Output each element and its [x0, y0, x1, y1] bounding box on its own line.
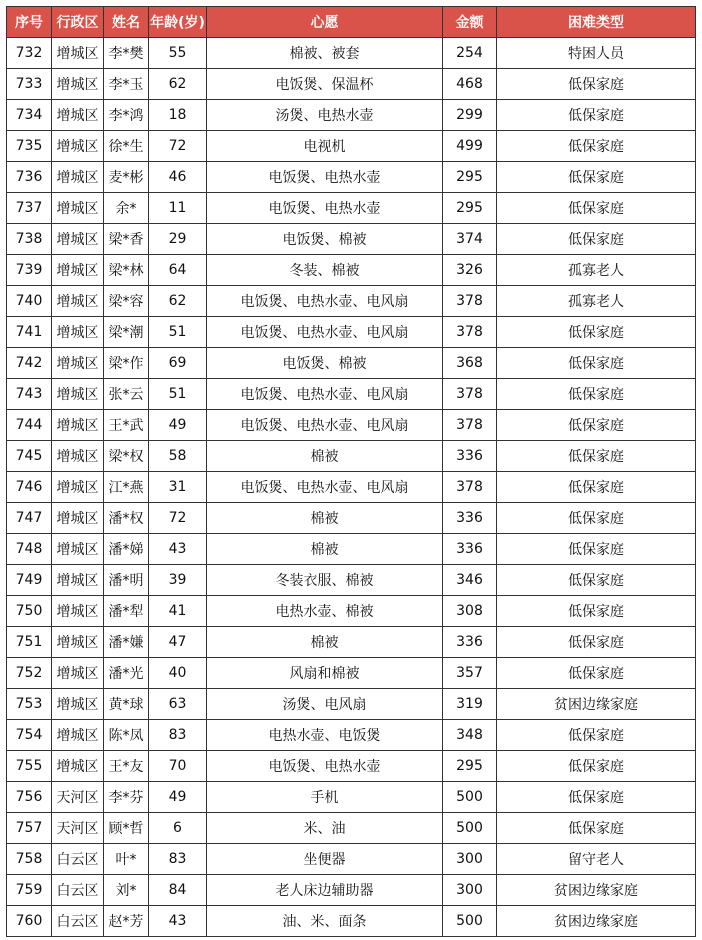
cell-district: 增城区 [52, 441, 104, 472]
table-row [7, 286, 696, 317]
cell-amount: 378 [443, 286, 497, 317]
cell-id: 753 [7, 689, 52, 720]
cell-name: 梁*容 [104, 286, 149, 317]
cell-name: 梁*权 [104, 441, 149, 472]
cell-hardship-type: 低保家庭 [497, 224, 696, 255]
cell-hardship-type: 低保家庭 [497, 348, 696, 379]
table-row [7, 348, 696, 379]
table-row [7, 69, 696, 100]
cell-wish: 汤煲、电热水壶 [207, 100, 443, 131]
cell-age: 58 [149, 441, 207, 472]
cell-age: 62 [149, 69, 207, 100]
cell-age: 64 [149, 255, 207, 286]
cell-id: 744 [7, 410, 52, 441]
header-age: 年龄(岁) [149, 7, 207, 38]
cell-id: 732 [7, 38, 52, 69]
table-row [7, 224, 696, 255]
cell-wish: 冬装衣服、棉被 [207, 565, 443, 596]
header-district: 行政区 [52, 7, 104, 38]
cell-amount: 348 [443, 720, 497, 751]
cell-age: 49 [149, 410, 207, 441]
cell-wish: 手机 [207, 782, 443, 813]
cell-wish: 电热水壶、电饭煲 [207, 720, 443, 751]
cell-wish: 棉被 [207, 627, 443, 658]
cell-amount: 346 [443, 565, 497, 596]
cell-id: 734 [7, 100, 52, 131]
table-row [7, 782, 696, 813]
cell-age: 11 [149, 193, 207, 224]
cell-wish: 电饭煲、电热水壶、电风扇 [207, 410, 443, 441]
cell-district: 增城区 [52, 38, 104, 69]
cell-amount: 295 [443, 162, 497, 193]
cell-district: 增城区 [52, 627, 104, 658]
cell-age: 72 [149, 131, 207, 162]
cell-amount: 378 [443, 317, 497, 348]
cell-amount: 378 [443, 472, 497, 503]
cell-wish: 冬装、棉被 [207, 255, 443, 286]
cell-age: 72 [149, 503, 207, 534]
cell-district: 增城区 [52, 596, 104, 627]
cell-wish: 棉被 [207, 503, 443, 534]
cell-wish: 电饭煲、电热水壶、电风扇 [207, 472, 443, 503]
table-row [7, 193, 696, 224]
cell-id: 750 [7, 596, 52, 627]
cell-hardship-type: 低保家庭 [497, 131, 696, 162]
cell-district: 白云区 [52, 906, 104, 937]
cell-name: 潘*明 [104, 565, 149, 596]
cell-name: 徐*生 [104, 131, 149, 162]
cell-district: 天河区 [52, 782, 104, 813]
cell-district: 增城区 [52, 69, 104, 100]
cell-district: 增城区 [52, 410, 104, 441]
cell-district: 增城区 [52, 286, 104, 317]
cell-hardship-type: 低保家庭 [497, 503, 696, 534]
cell-age: 39 [149, 565, 207, 596]
cell-age: 49 [149, 782, 207, 813]
cell-name: 顾*哲 [104, 813, 149, 844]
cell-amount: 500 [443, 813, 497, 844]
cell-district: 增城区 [52, 131, 104, 162]
cell-wish: 电饭煲、电热水壶 [207, 193, 443, 224]
cell-name: 李*樊 [104, 38, 149, 69]
table-row [7, 503, 696, 534]
header-amount: 金额 [443, 7, 497, 38]
cell-wish: 风扇和棉被 [207, 658, 443, 689]
cell-amount: 336 [443, 441, 497, 472]
cell-amount: 300 [443, 844, 497, 875]
table-row [7, 906, 696, 937]
cell-name: 李*芬 [104, 782, 149, 813]
cell-age: 29 [149, 224, 207, 255]
cell-age: 55 [149, 38, 207, 69]
cell-id: 747 [7, 503, 52, 534]
cell-amount: 300 [443, 875, 497, 906]
cell-amount: 319 [443, 689, 497, 720]
cell-amount: 378 [443, 410, 497, 441]
cell-id: 736 [7, 162, 52, 193]
cell-name: 李*鸿 [104, 100, 149, 131]
cell-id: 738 [7, 224, 52, 255]
cell-hardship-type: 留守老人 [497, 844, 696, 875]
cell-age: 83 [149, 844, 207, 875]
cell-hardship-type: 贫困边缘家庭 [497, 906, 696, 937]
table-row [7, 658, 696, 689]
cell-wish: 米、油 [207, 813, 443, 844]
header-row [7, 7, 696, 38]
cell-name: 潘*权 [104, 503, 149, 534]
cell-wish: 棉被 [207, 534, 443, 565]
cell-hardship-type: 低保家庭 [497, 193, 696, 224]
table-row [7, 596, 696, 627]
cell-age: 18 [149, 100, 207, 131]
header-hardship-type: 困难类型 [497, 7, 696, 38]
table-row [7, 441, 696, 472]
cell-hardship-type: 低保家庭 [497, 100, 696, 131]
cell-name: 梁*香 [104, 224, 149, 255]
cell-amount: 374 [443, 224, 497, 255]
cell-wish: 电饭煲、保温杯 [207, 69, 443, 100]
wish-list-table [6, 6, 696, 937]
cell-hardship-type: 低保家庭 [497, 596, 696, 627]
cell-id: 756 [7, 782, 52, 813]
cell-age: 62 [149, 286, 207, 317]
cell-id: 760 [7, 906, 52, 937]
cell-hardship-type: 孤寡老人 [497, 255, 696, 286]
cell-age: 63 [149, 689, 207, 720]
cell-id: 758 [7, 844, 52, 875]
cell-id: 742 [7, 348, 52, 379]
cell-hardship-type: 孤寡老人 [497, 286, 696, 317]
cell-wish: 坐便器 [207, 844, 443, 875]
table-row [7, 317, 696, 348]
cell-name: 黄*球 [104, 689, 149, 720]
table-row [7, 162, 696, 193]
cell-wish: 电饭煲、电热水壶 [207, 751, 443, 782]
cell-wish: 电热水壶、棉被 [207, 596, 443, 627]
cell-district: 增城区 [52, 565, 104, 596]
table-row [7, 813, 696, 844]
cell-name: 张*云 [104, 379, 149, 410]
cell-name: 陈*凤 [104, 720, 149, 751]
header-id: 序号 [7, 7, 52, 38]
cell-age: 6 [149, 813, 207, 844]
cell-amount: 336 [443, 627, 497, 658]
table-row [7, 534, 696, 565]
cell-wish: 老人床边辅助器 [207, 875, 443, 906]
table-row [7, 100, 696, 131]
cell-age: 51 [149, 379, 207, 410]
cell-district: 增城区 [52, 255, 104, 286]
cell-district: 增城区 [52, 751, 104, 782]
cell-hardship-type: 低保家庭 [497, 565, 696, 596]
table-row [7, 131, 696, 162]
cell-amount: 500 [443, 906, 497, 937]
cell-name: 李*玉 [104, 69, 149, 100]
cell-district: 增城区 [52, 720, 104, 751]
cell-hardship-type: 低保家庭 [497, 317, 696, 348]
cell-name: 梁*林 [104, 255, 149, 286]
cell-hardship-type: 低保家庭 [497, 69, 696, 100]
table-row [7, 844, 696, 875]
cell-name: 麦*彬 [104, 162, 149, 193]
cell-district: 增城区 [52, 224, 104, 255]
cell-hardship-type: 低保家庭 [497, 410, 696, 441]
cell-amount: 368 [443, 348, 497, 379]
cell-id: 740 [7, 286, 52, 317]
cell-amount: 378 [443, 379, 497, 410]
cell-wish: 棉被 [207, 441, 443, 472]
cell-wish: 电饭煲、电热水壶、电风扇 [207, 286, 443, 317]
cell-hardship-type: 低保家庭 [497, 751, 696, 782]
cell-name: 王*友 [104, 751, 149, 782]
cell-district: 增城区 [52, 100, 104, 131]
cell-hardship-type: 低保家庭 [497, 162, 696, 193]
cell-hardship-type: 低保家庭 [497, 472, 696, 503]
cell-id: 751 [7, 627, 52, 658]
cell-id: 749 [7, 565, 52, 596]
cell-district: 增城区 [52, 379, 104, 410]
cell-id: 755 [7, 751, 52, 782]
cell-id: 754 [7, 720, 52, 751]
cell-hardship-type: 低保家庭 [497, 782, 696, 813]
cell-wish: 电饭煲、电热水壶、电风扇 [207, 317, 443, 348]
cell-name: 潘*犁 [104, 596, 149, 627]
cell-age: 40 [149, 658, 207, 689]
cell-id: 737 [7, 193, 52, 224]
cell-wish: 油、米、面条 [207, 906, 443, 937]
cell-district: 白云区 [52, 875, 104, 906]
cell-id: 745 [7, 441, 52, 472]
cell-id: 739 [7, 255, 52, 286]
cell-amount: 500 [443, 782, 497, 813]
cell-amount: 357 [443, 658, 497, 689]
cell-name: 潘*嫌 [104, 627, 149, 658]
cell-hardship-type: 低保家庭 [497, 658, 696, 689]
header-name: 姓名 [104, 7, 149, 38]
cell-amount: 468 [443, 69, 497, 100]
cell-age: 70 [149, 751, 207, 782]
cell-amount: 299 [443, 100, 497, 131]
cell-id: 746 [7, 472, 52, 503]
cell-wish: 电饭煲、电热水壶 [207, 162, 443, 193]
cell-hardship-type: 特困人员 [497, 38, 696, 69]
cell-hardship-type: 贫困边缘家庭 [497, 689, 696, 720]
cell-hardship-type: 低保家庭 [497, 379, 696, 410]
cell-id: 735 [7, 131, 52, 162]
cell-name: 王*武 [104, 410, 149, 441]
cell-id: 748 [7, 534, 52, 565]
cell-age: 47 [149, 627, 207, 658]
table-row [7, 751, 696, 782]
table-row [7, 255, 696, 286]
cell-district: 增城区 [52, 348, 104, 379]
cell-id: 743 [7, 379, 52, 410]
cell-district: 增城区 [52, 689, 104, 720]
table-row [7, 565, 696, 596]
cell-name: 刘* [104, 875, 149, 906]
cell-age: 83 [149, 720, 207, 751]
cell-age: 84 [149, 875, 207, 906]
cell-hardship-type: 低保家庭 [497, 441, 696, 472]
table-row [7, 720, 696, 751]
table-row [7, 689, 696, 720]
cell-district: 增城区 [52, 534, 104, 565]
cell-wish: 电视机 [207, 131, 443, 162]
cell-name: 赵*芳 [104, 906, 149, 937]
cell-name: 梁*潮 [104, 317, 149, 348]
cell-name: 江*燕 [104, 472, 149, 503]
cell-district: 增城区 [52, 472, 104, 503]
cell-id: 757 [7, 813, 52, 844]
cell-amount: 336 [443, 503, 497, 534]
cell-name: 叶* [104, 844, 149, 875]
cell-hardship-type: 低保家庭 [497, 534, 696, 565]
cell-wish: 棉被、被套 [207, 38, 443, 69]
cell-age: 31 [149, 472, 207, 503]
table-row [7, 472, 696, 503]
cell-amount: 336 [443, 534, 497, 565]
cell-district: 白云区 [52, 844, 104, 875]
cell-amount: 499 [443, 131, 497, 162]
cell-name: 梁*作 [104, 348, 149, 379]
cell-hardship-type: 低保家庭 [497, 813, 696, 844]
cell-amount: 295 [443, 751, 497, 782]
cell-age: 46 [149, 162, 207, 193]
cell-id: 741 [7, 317, 52, 348]
cell-wish: 汤煲、电风扇 [207, 689, 443, 720]
cell-wish: 电饭煲、棉被 [207, 224, 443, 255]
header-wish: 心愿 [207, 7, 443, 38]
cell-district: 增城区 [52, 162, 104, 193]
cell-hardship-type: 低保家庭 [497, 720, 696, 751]
cell-wish: 电饭煲、电热水壶、电风扇 [207, 379, 443, 410]
cell-amount: 308 [443, 596, 497, 627]
cell-district: 天河区 [52, 813, 104, 844]
cell-id: 733 [7, 69, 52, 100]
cell-amount: 326 [443, 255, 497, 286]
cell-name: 余* [104, 193, 149, 224]
cell-age: 51 [149, 317, 207, 348]
cell-age: 43 [149, 534, 207, 565]
cell-wish: 电饭煲、棉被 [207, 348, 443, 379]
cell-age: 43 [149, 906, 207, 937]
table-row [7, 379, 696, 410]
table-body [7, 38, 696, 937]
cell-amount: 254 [443, 38, 497, 69]
cell-district: 增城区 [52, 317, 104, 348]
cell-age: 69 [149, 348, 207, 379]
table-row [7, 875, 696, 906]
cell-name: 潘*娣 [104, 534, 149, 565]
cell-district: 增城区 [52, 658, 104, 689]
cell-district: 增城区 [52, 193, 104, 224]
table-row [7, 410, 696, 441]
cell-amount: 295 [443, 193, 497, 224]
cell-hardship-type: 低保家庭 [497, 627, 696, 658]
cell-name: 潘*光 [104, 658, 149, 689]
cell-hardship-type: 贫困边缘家庭 [497, 875, 696, 906]
table-row [7, 627, 696, 658]
cell-age: 41 [149, 596, 207, 627]
cell-id: 759 [7, 875, 52, 906]
cell-district: 增城区 [52, 503, 104, 534]
cell-id: 752 [7, 658, 52, 689]
table-row [7, 38, 696, 69]
